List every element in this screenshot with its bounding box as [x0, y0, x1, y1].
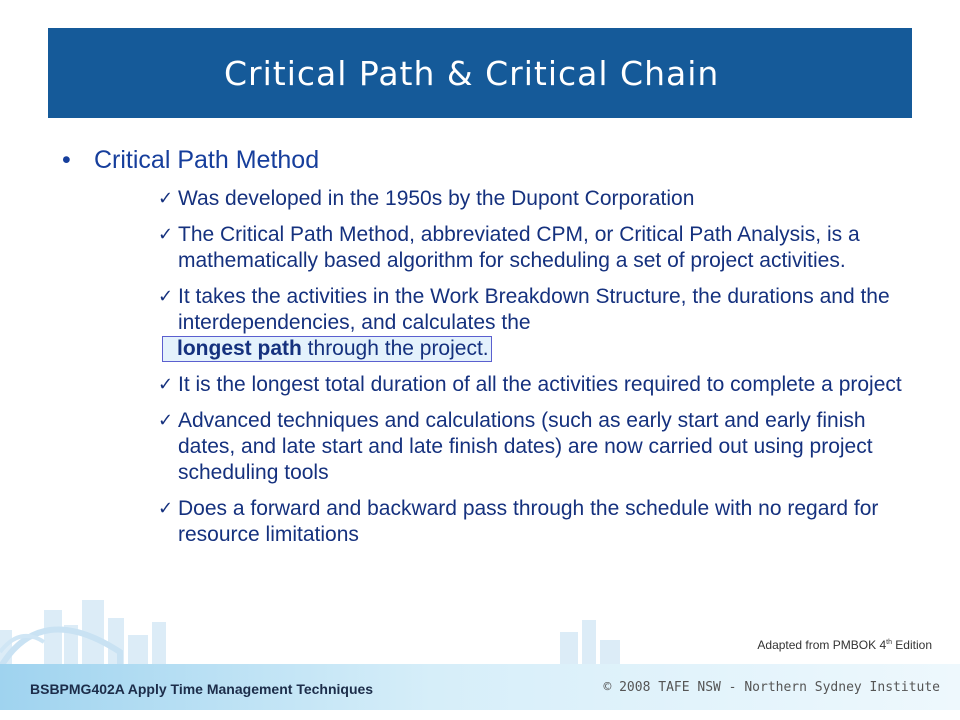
check-icon: ✓	[158, 374, 174, 395]
check-icon: ✓	[158, 498, 174, 519]
check-item-1	[158, 186, 918, 212]
check-icon: ✓	[158, 410, 174, 431]
check-item-text: The Critical Path Method, abbreviated CPM, or Critical Path Analysis, is a mathematically based algorithm for scheduling a set of project activities.	[178, 223, 860, 272]
source-credit-prefix: Adapted from PMBOK 4	[757, 638, 887, 652]
check-item-3	[158, 284, 918, 362]
heading-text: Critical Path Method	[94, 146, 320, 174]
check-icon: ✓	[158, 286, 174, 307]
check-item-5	[158, 408, 918, 486]
source-credit-suffix: Edition	[891, 638, 932, 652]
city-skyline-decoration	[0, 590, 960, 670]
source-credit-sup: th	[886, 639, 892, 646]
highlight-rest-text: through the project.	[301, 337, 489, 360]
highlight-bold-text: longest path	[177, 337, 302, 360]
copyright-notice: © 2008 TAFE NSW - Northern Sydney Institute	[603, 680, 940, 695]
check-item-text: It takes the activities in the Work Breakdown Structure, the durations and the interdependencies, and calculates the	[178, 285, 890, 334]
check-icon: ✓	[158, 224, 174, 245]
longest-path-highlight	[162, 336, 492, 362]
check-item-4	[158, 372, 918, 398]
check-item-text: Does a forward and backward pass through the schedule with no regard for resource limitations	[178, 497, 879, 546]
check-item-text: Advanced techniques and calculations (such as early start and early finish dates, and late start and late finish dates) are now carried out using project scheduling tools	[178, 409, 873, 484]
check-item-6	[158, 496, 918, 548]
highlight-line	[178, 336, 918, 362]
checklist	[158, 186, 918, 558]
check-item-text: It is the longest total duration of all the activities required to complete a project	[178, 373, 902, 396]
bullet-dot: •	[62, 146, 71, 174]
source-credit	[757, 638, 932, 652]
check-icon: ✓	[158, 188, 174, 209]
course-code: BSBPMG402A Apply Time Management Techniques	[30, 681, 374, 697]
check-item-2	[158, 222, 918, 274]
slide-title: Critical Path & Critical Chain	[224, 53, 720, 93]
check-item-text: Was developed in the 1950s by the Dupont Corporation	[178, 187, 695, 210]
